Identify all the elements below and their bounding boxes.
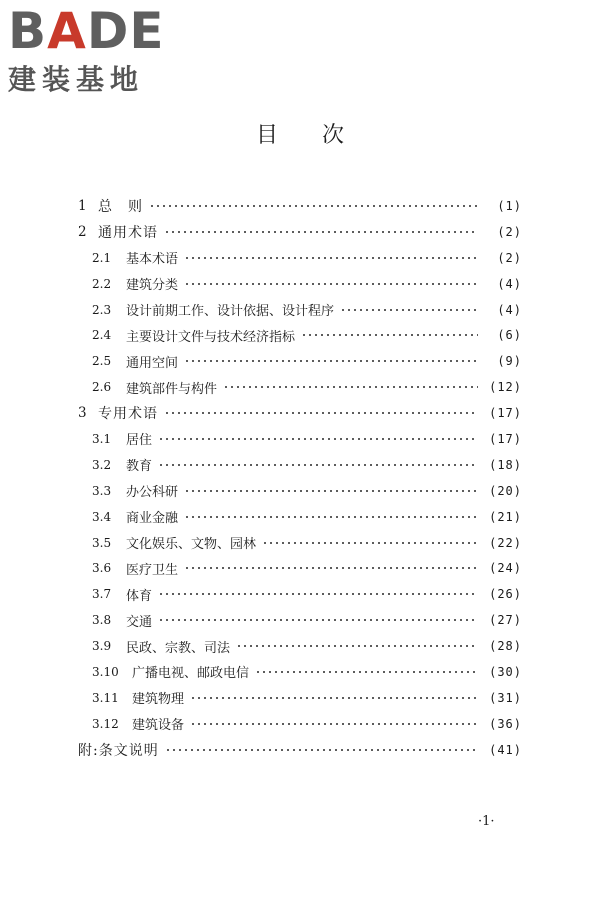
toc-entry-label: 办公科研 (126, 485, 179, 501)
toc-entry (78, 219, 522, 245)
toc-entry (78, 245, 522, 271)
toc-entry-page: (30) (489, 664, 522, 679)
toc-entry (78, 607, 522, 633)
toc-entry-number: 3.10 (92, 664, 119, 679)
toc-entry-label: 专用术语 (98, 406, 158, 423)
dot-leader (255, 666, 478, 678)
dot-leader (165, 744, 478, 756)
toc-entry-page: (28) (489, 639, 522, 654)
toc-entry-page: (4) (497, 302, 522, 317)
dot-leader (158, 433, 478, 445)
dot-leader (164, 226, 478, 238)
toc-entry (78, 659, 522, 685)
toc-entry-number: 2.4 (92, 328, 112, 343)
toc-entry-label: 建筑部件与构件 (126, 381, 218, 397)
toc-entry-number: 3.2 (92, 457, 112, 472)
toc-entry (78, 374, 522, 400)
toc-entry (78, 633, 522, 659)
dot-leader (184, 278, 478, 290)
toc-entry-page: (9) (497, 354, 522, 369)
dot-leader (190, 718, 478, 730)
toc-entry (78, 711, 522, 737)
toc-entry-page: (2) (497, 224, 522, 239)
toc-entry (78, 737, 522, 763)
dot-leader (184, 252, 478, 264)
toc-entry-page: (36) (489, 716, 522, 731)
toc-entry (78, 322, 522, 348)
toc-entry-number: 2.1 (92, 250, 112, 265)
toc-entry-label: 广播电视、邮政电信 (132, 666, 250, 682)
dot-leader (190, 692, 478, 704)
toc-entry-page: (18) (489, 457, 522, 472)
toc-entry-label: 文化娱乐、文物、园林 (126, 537, 257, 553)
toc-entry-number: 3.8 (92, 613, 112, 628)
logo-wordmark: BADE (8, 2, 165, 60)
dot-leader (262, 537, 478, 549)
logo-subtitle: 建装基地 (8, 63, 145, 96)
toc-entry (78, 297, 522, 323)
toc-entry-number: 3.9 (92, 639, 112, 654)
toc-entry-number: 3.12 (92, 716, 119, 731)
toc-entry-label: 建筑物理 (132, 692, 185, 708)
toc-entry-page: (41) (489, 742, 522, 757)
toc-entry-label: 基本术语 (126, 252, 179, 268)
toc-entry-page: (12) (489, 380, 522, 395)
toc-entry-number: 3.6 (92, 561, 112, 576)
dot-leader (184, 511, 478, 523)
dot-leader (301, 329, 478, 341)
toc-entry-number: 3.5 (92, 535, 112, 550)
toc-entry (78, 193, 522, 219)
toc-entry-page: (27) (489, 613, 522, 628)
page-title: 目次 (255, 123, 388, 148)
dot-leader (236, 640, 478, 652)
toc-entry-number: 3.1 (92, 431, 112, 446)
dot-leader (184, 485, 478, 497)
table-of-contents (78, 193, 522, 763)
toc-entry-label: 主要设计文件与技术经济指标 (126, 329, 296, 345)
toc-entry-label: 体育 (126, 588, 153, 604)
toc-entry-page: (17) (489, 406, 522, 421)
toc-entry-page: (26) (489, 587, 522, 602)
toc-entry (78, 400, 522, 426)
toc-entry-page: (17) (489, 431, 522, 446)
toc-entry-label: 医疗卫生 (126, 562, 179, 578)
toc-entry (78, 478, 522, 504)
toc-entry (78, 581, 522, 607)
toc-entry-label: 通用空间 (126, 355, 179, 371)
toc-entry-number: 1 (78, 197, 87, 214)
bade-logo (8, 2, 165, 98)
toc-entry-label: 交通 (126, 614, 153, 630)
toc-entry-label: 设计前期工作、设计依据、设计程序 (126, 304, 335, 319)
toc-entry (78, 426, 522, 452)
toc-entry-page: (20) (489, 483, 522, 498)
dot-leader (184, 355, 478, 367)
toc-entry (78, 555, 522, 581)
dot-leader (164, 407, 478, 419)
toc-entry-number: 3.4 (92, 509, 112, 524)
toc-entry-number: 2.6 (92, 380, 112, 395)
dot-leader (158, 588, 478, 600)
toc-entry (78, 348, 522, 374)
dot-leader (223, 381, 478, 393)
toc-entry-page: (31) (489, 690, 522, 705)
toc-entry-label: 民政、宗教、司法 (126, 640, 231, 656)
toc-entry (78, 271, 522, 297)
toc-entry (78, 530, 522, 556)
toc-entry-page: (22) (489, 535, 522, 550)
toc-entry-page: (4) (497, 276, 522, 291)
toc-entry-page: (21) (489, 509, 522, 524)
toc-entry-page: (6) (497, 328, 522, 343)
toc-entry-label: 通用术语 (98, 224, 158, 241)
toc-entry-number: 3.7 (92, 587, 112, 602)
toc-entry-label: 教育 (126, 459, 153, 475)
toc-entry-label: 建筑分类 (126, 278, 179, 294)
toc-entry (78, 685, 522, 711)
toc-entry-page: (1) (497, 198, 522, 213)
toc-entry-number: 3 (78, 405, 87, 422)
toc-entry-number: 2 (78, 223, 87, 240)
dot-leader (149, 200, 478, 212)
toc-entry (78, 452, 522, 478)
toc-entry-label: 总 则 (98, 198, 143, 215)
toc-entry-page: (24) (489, 561, 522, 576)
toc-entry-label: 附:条文说明 (78, 742, 159, 759)
page-number: ·1· (478, 814, 495, 829)
toc-entry-page: (2) (497, 250, 522, 265)
toc-entry-label: 商业金融 (126, 511, 179, 527)
toc-entry (78, 504, 522, 530)
toc-entry-label: 建筑设备 (132, 718, 185, 734)
dot-leader (184, 562, 478, 574)
toc-entry-number: 2.3 (92, 302, 112, 317)
toc-entry-label: 居住 (126, 433, 153, 449)
toc-entry-number: 3.3 (92, 483, 112, 498)
dot-leader (158, 614, 478, 626)
dot-leader (158, 459, 478, 471)
toc-entry-number: 2.5 (92, 354, 112, 369)
dot-leader (340, 304, 478, 316)
toc-entry-number: 2.2 (92, 276, 112, 291)
toc-entry-number: 3.11 (92, 690, 119, 705)
